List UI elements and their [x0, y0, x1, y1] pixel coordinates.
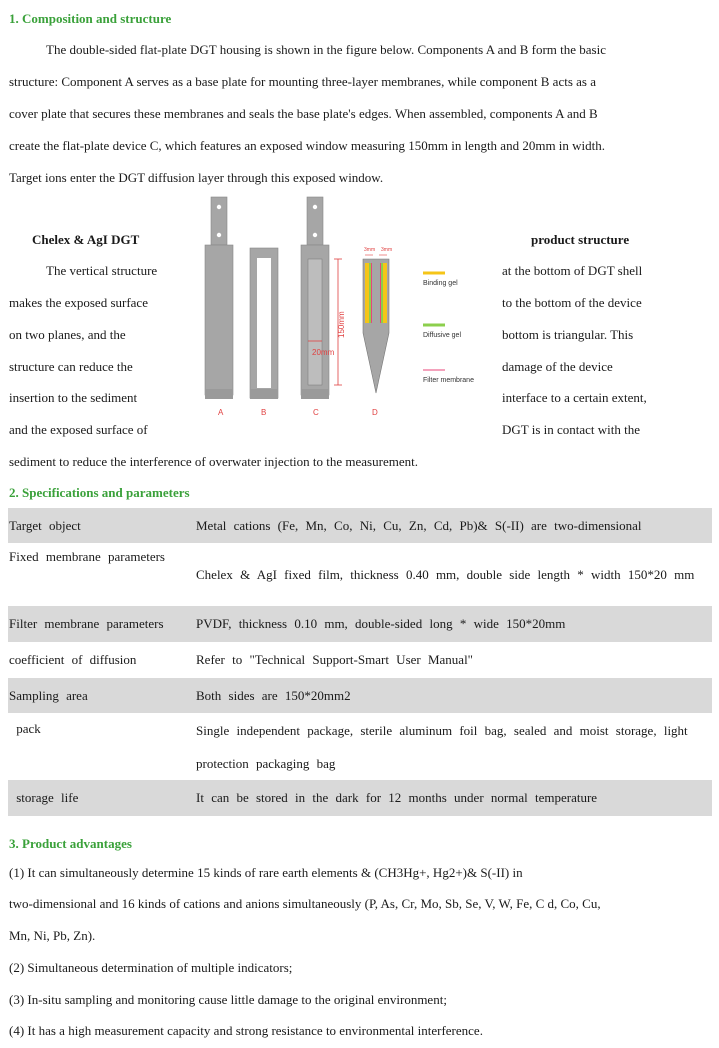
section-3-heading: 3. Product advantages — [9, 836, 132, 851]
spec-label: storage life — [8, 780, 195, 816]
advantage-line-6: (4) It has a high measurement capacity and strong resistance to environmental interference. — [9, 1023, 483, 1038]
component-b — [250, 248, 278, 399]
legend-binding-gel: Binding gel — [423, 280, 458, 287]
spec-label: Fixed membrane parameters — [9, 549, 165, 564]
intro-line-5: Target ions enter the DGT diffusion layer through this exposed window. — [9, 170, 384, 185]
closing-line: sediment to reduce the interference of overwater injection to the measurement. — [9, 454, 418, 469]
left-line-6: and the exposed surface of — [9, 422, 148, 437]
spec-label: coefficient of diffusion — [9, 652, 137, 667]
table-row — [8, 508, 712, 543]
advantage-line-3: Mn, Ni, Pb, Zn). — [9, 928, 96, 943]
component-d — [363, 247, 392, 393]
left-line-3: on two planes, and the — [9, 327, 126, 342]
left-line-4: structure can reduce the — [9, 359, 133, 374]
spec-value: PVDF, thickness 0.10 mm, double-sided long * wide 150*20mm — [195, 606, 712, 642]
table-row — [8, 606, 712, 642]
dim-length-label: 150mm — [337, 311, 346, 338]
right-line-2: to the bottom of the device — [502, 295, 642, 310]
spec-label: pack — [9, 721, 41, 736]
spec-label: Target object — [8, 508, 195, 543]
dim-top-right-label: 3mm — [381, 247, 393, 253]
component-c — [301, 197, 335, 399]
right-line-6: DGT is in contact with the — [502, 422, 641, 437]
table-row — [8, 713, 712, 780]
spec-value: Chelex & AgI fixed film, thickness 0.40 mm, double side length * width 150*20 mm — [196, 567, 695, 582]
right-line-4: damage of the device — [502, 359, 613, 374]
spec-value: Single independent package, sterile aluminum foil bag, sealed and moist storage, light protection packaging bag — [196, 722, 688, 771]
right-column-title: product structure — [531, 232, 630, 247]
legend-filter-membrane: Filter membrane — [423, 377, 474, 384]
label-d: D — [372, 408, 378, 417]
left-column-title: Chelex & AgI DGT — [32, 232, 140, 247]
dgt-structure-figure — [195, 193, 495, 421]
intro-line-3: cover plate that secures these membranes and seals the base plate's edges. When assembled, components A and B — [9, 106, 598, 121]
spec-label: Sampling area — [8, 678, 195, 713]
table-row — [8, 642, 712, 678]
figure-legend — [423, 273, 474, 384]
left-line-5: insertion to the sediment — [9, 390, 138, 405]
label-b: B — [261, 408, 267, 417]
intro-line-4: create the flat-plate device C, which features an exposed window measuring 150mm in length and 20mm in width. — [9, 138, 606, 153]
spec-value: Metal cations (Fe, Mn, Co, Ni, Cu, Zn, Cd, Pb)& S(-II) are two-dimensional — [195, 508, 712, 543]
section-2-heading: 2. Specifications and parameters — [9, 485, 190, 500]
advantage-line-1: (1) It can simultaneously determine 15 kinds of rare earth elements & (CH3Hg+, Hg2+)& S(-II) in — [9, 865, 523, 880]
advantage-line-5: (3) In-situ sampling and monitoring cause little damage to the original environment; — [9, 992, 447, 1007]
left-line-1: The vertical structure — [46, 263, 158, 278]
right-line-3: bottom is triangular. This — [502, 327, 634, 342]
table-row — [8, 543, 712, 606]
intro-line-1: The double-sided flat-plate DGT housing is shown in the figure below. Components A and B form the basic — [46, 42, 606, 57]
spec-value: It can be stored in the dark for 12 months under normal temperature — [195, 780, 712, 816]
left-line-2: makes the exposed surface — [9, 295, 148, 310]
section-1-heading: 1. Composition and structure — [9, 11, 172, 26]
length-dimension — [334, 259, 346, 385]
spec-value: Refer to "Technical Support-Smart User Manual" — [196, 652, 473, 667]
table-row — [8, 678, 712, 713]
spec-label: Filter membrane parameters — [8, 606, 195, 642]
advantage-line-2: two-dimensional and 16 kinds of cations and anions simultaneously (P, As, Cr, Mo, Sb, Se, V, W, Fe, C d, Co, Cu, — [9, 896, 601, 911]
advantage-line-4: (2) Simultaneous determination of multiple indicators; — [9, 960, 293, 975]
label-c: C — [313, 408, 319, 417]
spec-table — [8, 508, 712, 816]
label-a: A — [218, 408, 224, 417]
spec-value: Both sides are 150*20mm2 — [195, 678, 712, 713]
right-line-1: at the bottom of DGT shell — [502, 263, 643, 278]
dim-width-label: 20mm — [312, 348, 335, 357]
intro-line-2: structure: Component A serves as a base plate for mounting three-layer membranes, while component B acts as a — [9, 74, 596, 89]
right-line-5: interface to a certain extent, — [502, 390, 647, 405]
legend-diffusive-gel: Diffusive gel — [423, 332, 462, 339]
table-row — [8, 780, 712, 816]
dim-top-left-label: 3mm — [364, 247, 376, 253]
component-a — [205, 197, 233, 399]
